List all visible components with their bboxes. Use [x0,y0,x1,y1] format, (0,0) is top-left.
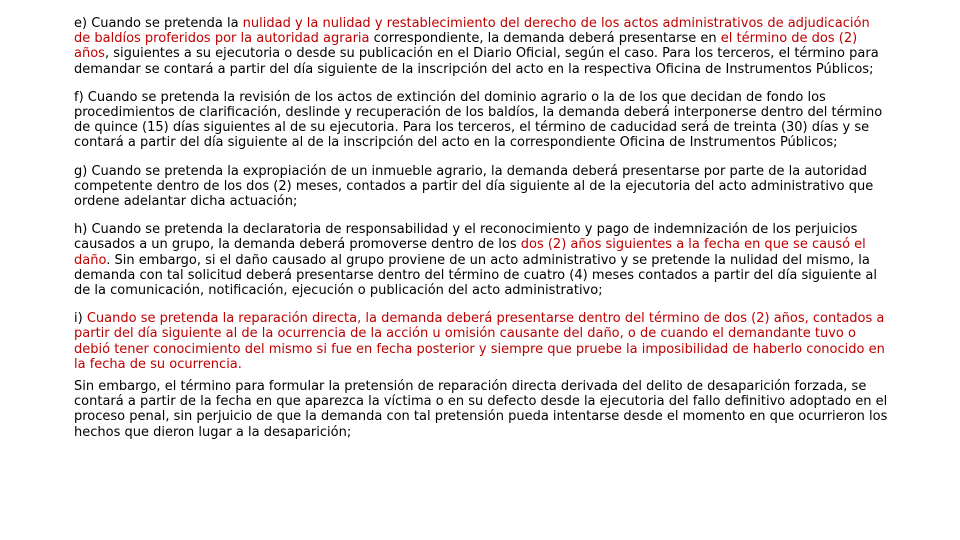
paragraph-i [74,311,889,372]
paragraph-h [74,222,889,298]
paragraph-g-text: g) Cuando se pretenda la expropiación de un inmueble agrario, la demanda deberá presentarse por parte de la autoridad competente dentro de los dos (2) meses, contados a partir del día siguiente al de la ejecutoria del acto administrativo que ordene adelantar dicha actuación; [74,163,874,210]
paragraph-h-highlight-term: dos (2) años siguientes a la fecha en que se causó el daño [74,237,866,268]
paragraph-e-middle: correspondiente, la demanda deberá presentarse en [369,31,721,47]
paragraph-f [74,90,889,151]
paragraph-sin-embargo-text: Sin embargo, el término para formular la pretensión de reparación directa derivada del delito de desaparición forzada, se contará a partir de la fecha en que aparezca la víctima o en su defecto desde la ejecutoria del fallo definitivo adoptado en el proceso penal, sin perjuicio de que la demanda con tal pretensión pueda intentarse desde el momento en que ocurrieron los hechos que dieron lugar a la desaparición; [74,379,888,440]
paragraph-e-highlight-term: el término de dos (2) años [74,31,858,62]
slide-text-body [74,16,889,440]
paragraph-e-intro: e) Cuando se pretenda la [74,16,243,31]
paragraph-sin-embargo [74,379,889,440]
paragraph-h-intro: h) Cuando se pretenda la declaratoria de responsabilidad y el reconocimiento y pago de indemnización de los perjuicios causados a un grupo, la demanda deberá promoverse dentro de los [74,222,858,253]
paragraph-e-highlight-subject: nulidad y la nulidad y restablecimiento del derecho de los actos administrativos de adjudicación de baldíos proferidos por la autoridad agraria [74,16,870,47]
paragraph-i-label: i) [74,311,87,327]
paragraph-h-rest: . Sin embargo, si el daño causado al grupo proviene de un acto administrativo y se pretende la nulidad del mismo, la demanda con tal solicitud deberá presentarse dentro del término de cuatro (4) meses contados a partir del día siguiente al de la comunicación, notificación, ejecución o publicación del acto administrativo; [74,252,878,299]
paragraph-e [74,16,889,77]
paragraph-i-highlight: Cuando se pretenda la reparación directa, la demanda deberá presentarse dentro del término de dos (2) años, contados a partir del día siguiente al de la ocurrencia de la acción u omisión causante del daño, o de cuando el demandante tuvo o debió tener conocimiento del mismo si fue en fecha posterior y siempre que pruebe la imposibilidad de haberlo conocido en la fecha de su ocurrencia. [74,311,885,372]
paragraph-e-rest: , siguientes a su ejecutoria o desde su publicación en el Diario Oficial, según el caso. Para los terceros, el término para demandar se contará a partir del día siguiente de la inscripción del acto en la respectiva Oficina de Instrumentos Públicos; [74,46,879,77]
paragraph-f-text: f) Cuando se pretenda la revisión de los actos de extinción del dominio agrario o la de los que decidan de fondo los procedimientos de clarificación, deslinde y recuperación de los baldíos, la demanda deberá interponerse dentro del término de quince (15) días siguientes al de su ejecutoria. Para los terceros, el término de caducidad será de treinta (30) días y se contará a partir del día siguiente al de la inscripción del acto en la correspondiente Oficina de Instrumentos Públicos; [74,89,883,151]
paragraph-g [74,164,889,210]
